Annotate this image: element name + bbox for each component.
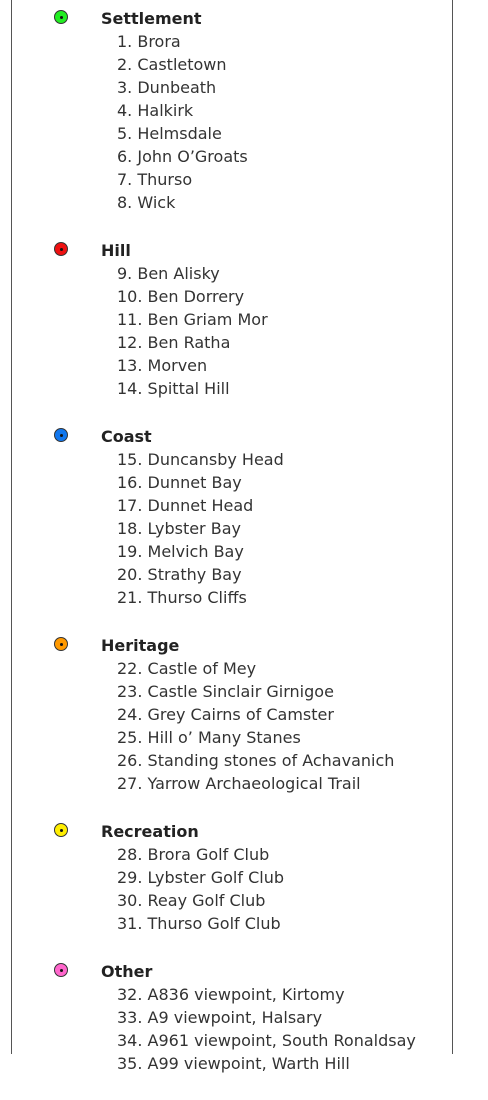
- item-list: [117, 983, 452, 1075]
- legend-item[interactable]: 34. A961 viewpoint, South Ronaldsay: [117, 1031, 416, 1050]
- legend-item[interactable]: 29. Lybster Golf Club: [117, 868, 284, 887]
- blue-circle-marker-icon: [54, 428, 68, 442]
- legend-category-other: [0, 960, 452, 1075]
- legend-item[interactable]: 15. Duncansby Head: [117, 450, 284, 469]
- legend-item[interactable]: 33. A9 viewpoint, Halsary: [117, 1008, 323, 1027]
- item-list: [117, 843, 452, 935]
- legend-item[interactable]: 16. Dunnet Bay: [117, 473, 242, 492]
- legend-item[interactable]: 20. Strathy Bay: [117, 565, 242, 584]
- legend-item[interactable]: 10. Ben Dorrery: [117, 287, 245, 306]
- item-list: [117, 30, 452, 214]
- category-title: Heritage: [101, 636, 180, 655]
- legend-item[interactable]: 26. Standing stones of Achavanich: [117, 751, 395, 770]
- legend-item[interactable]: 6. John O’Groats: [117, 147, 248, 166]
- legend-item[interactable]: 7. Thurso: [117, 170, 193, 189]
- legend-item[interactable]: 12. Ben Ratha: [117, 333, 231, 352]
- legend-category-recreation: [0, 820, 452, 935]
- green-circle-marker-icon: [54, 10, 68, 24]
- legend-item[interactable]: 17. Dunnet Head: [117, 496, 254, 515]
- legend-item[interactable]: 22. Castle of Mey: [117, 659, 257, 678]
- legend-category-heritage: [0, 634, 452, 795]
- map-legend: [0, 7, 452, 1100]
- legend-item[interactable]: 11. Ben Griam Mor: [117, 310, 268, 329]
- item-list: [117, 448, 452, 609]
- legend-item[interactable]: 18. Lybster Bay: [117, 519, 241, 538]
- legend-item[interactable]: 5. Helmsdale: [117, 124, 222, 143]
- legend-item[interactable]: 19. Melvich Bay: [117, 542, 244, 561]
- legend-item[interactable]: 9. Ben Alisky: [117, 264, 220, 283]
- category-title: Settlement: [101, 9, 202, 28]
- legend-item[interactable]: 2. Castletown: [117, 55, 227, 74]
- legend-item[interactable]: 27. Yarrow Archaeological Trail: [117, 774, 361, 793]
- legend-item[interactable]: 13. Morven: [117, 356, 208, 375]
- legend-item[interactable]: 25. Hill o’ Many Stanes: [117, 728, 301, 747]
- legend-item[interactable]: 23. Castle Sinclair Girnigoe: [117, 682, 334, 701]
- legend-item[interactable]: 31. Thurso Golf Club: [117, 914, 281, 933]
- red-circle-marker-icon: [54, 242, 68, 256]
- category-title: Recreation: [101, 822, 199, 841]
- legend-item[interactable]: 28. Brora Golf Club: [117, 845, 270, 864]
- legend-item[interactable]: 35. A99 viewpoint, Warth Hill: [117, 1054, 350, 1073]
- category-title: Coast: [101, 427, 152, 446]
- right-border: [452, 0, 453, 1054]
- legend-item[interactable]: 21. Thurso Cliffs: [117, 588, 247, 607]
- item-list: [117, 262, 452, 400]
- legend-item[interactable]: 24. Grey Cairns of Camster: [117, 705, 334, 724]
- legend-item[interactable]: 32. A836 viewpoint, Kirtomy: [117, 985, 345, 1004]
- legend-category-coast: [0, 425, 452, 609]
- legend-category-hill: [0, 239, 452, 400]
- legend-item[interactable]: 14. Spittal Hill: [117, 379, 230, 398]
- item-list: [117, 657, 452, 795]
- legend-item[interactable]: 8. Wick: [117, 193, 176, 212]
- category-title: Other: [101, 962, 153, 981]
- category-title: Hill: [101, 241, 131, 260]
- legend-item[interactable]: 30. Reay Golf Club: [117, 891, 266, 910]
- legend-item[interactable]: 3. Dunbeath: [117, 78, 217, 97]
- orange-circle-marker-icon: [54, 637, 68, 651]
- legend-category-settlement: [0, 7, 452, 214]
- legend-item[interactable]: 1. Brora: [117, 32, 181, 51]
- legend-item[interactable]: 4. Halkirk: [117, 101, 194, 120]
- pink-circle-marker-icon: [54, 963, 68, 977]
- yellow-circle-marker-icon: [54, 823, 68, 837]
